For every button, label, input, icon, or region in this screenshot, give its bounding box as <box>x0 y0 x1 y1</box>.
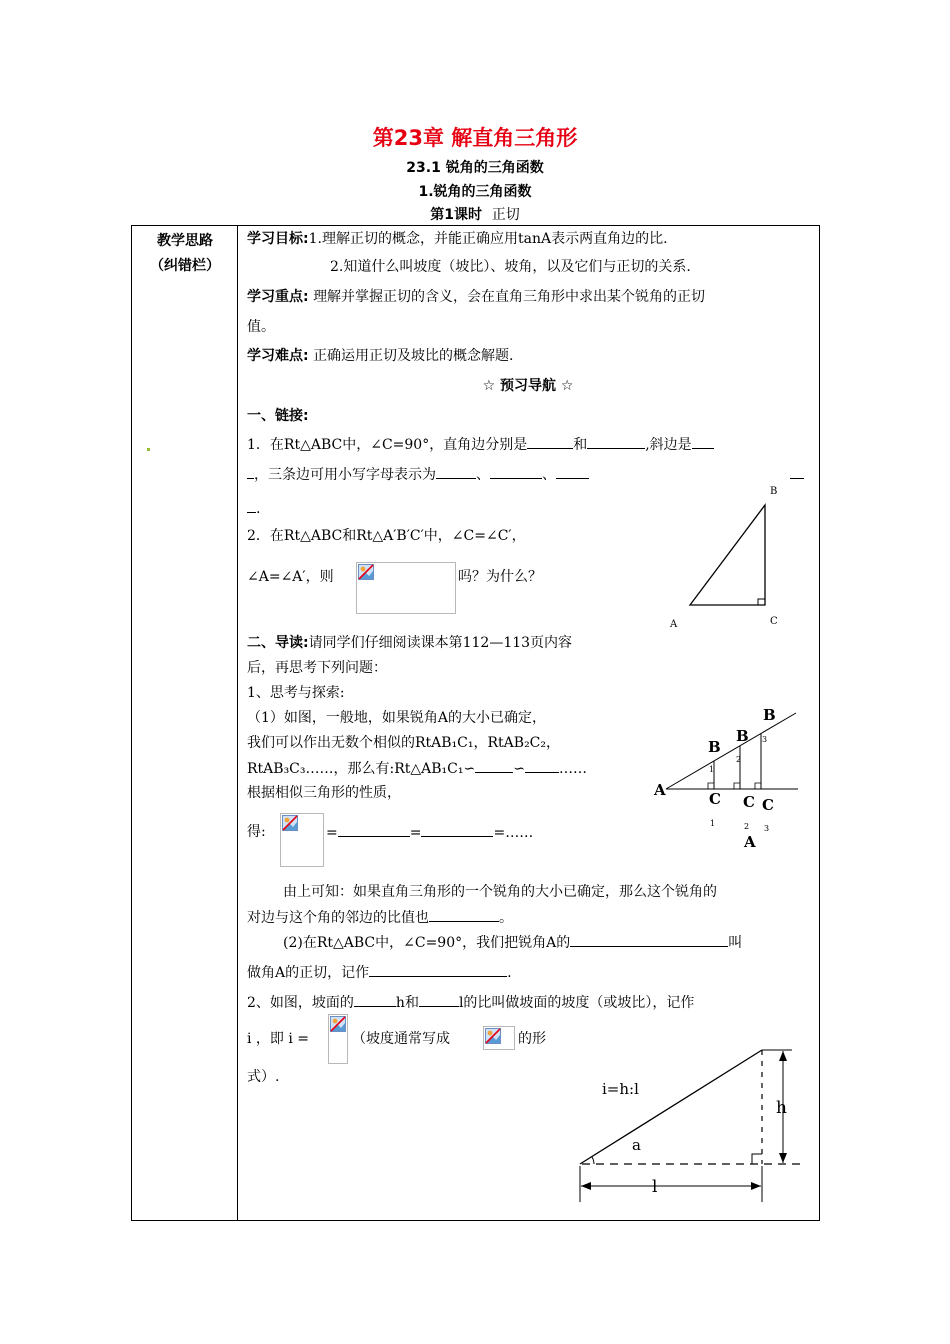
label-c3: C <box>762 796 774 814</box>
slope-line-2-a: i ，即 i = <box>247 1031 310 1047</box>
blank[interactable] <box>570 933 728 947</box>
blank[interactable] <box>421 823 493 837</box>
broken-image-icon <box>330 1016 346 1032</box>
key-point-line-1 <box>247 288 705 306</box>
lesson-number: 第1课时 <box>430 207 482 223</box>
p2-line-2 <box>247 963 512 982</box>
ratio-equation <box>326 823 533 842</box>
blank[interactable] <box>527 435 573 449</box>
slope-text-c: l的比叫做坡面的坡度（或坡比），记作 <box>458 995 695 1011</box>
slope-line-2-c: 的形 <box>518 1031 546 1047</box>
p1-line-5-a: 得: <box>247 824 266 840</box>
p1-similar: ∽ <box>513 761 525 777</box>
part2-line-1 <box>247 634 572 652</box>
p2-text-b: 叫 <box>728 935 743 951</box>
label-b1: B <box>708 738 721 756</box>
p2-text-a: (2)在Rt△ABC中，∠C=90°，我们把锐角A的 <box>283 935 571 951</box>
key-point-text: 理解并掌握正切的含义，会在直角三角形中求出某个锐角的正切 <box>313 289 706 305</box>
right-angle-mark <box>752 1154 762 1164</box>
p1-line-2: 我们可以作出无数个相似的RtAB₁C₁，RtAB₂C₂， <box>247 735 561 751</box>
blank[interactable] <box>556 465 589 479</box>
broken-image-icon <box>485 1028 501 1044</box>
slope-line-1 <box>247 993 694 1012</box>
q1-line-1 <box>247 435 714 454</box>
lesson-title <box>0 204 950 224</box>
p1-text-a: RtAB₃C₃……，那么有:Rt△AB₁C₁∽ <box>247 761 476 777</box>
blank[interactable] <box>369 963 507 977</box>
p2-line-1 <box>283 933 742 952</box>
angle-arc <box>592 1157 594 1164</box>
sidebar-label-2: （纠错栏） <box>150 258 220 274</box>
length-label: l <box>652 1177 658 1197</box>
q1-text-a: 1．在Rt△ABC中，∠C=90°，直角边分别是 <box>247 437 528 453</box>
q1-text-b: ,斜边是 <box>645 437 692 453</box>
difficulty-label: 学习难点: <box>247 348 309 364</box>
p1-line-4: 根据相似三角形的性质， <box>247 785 401 801</box>
blank[interactable] <box>429 908 499 922</box>
p1-line-1: （1）如图，一般地，如果锐角A的大小已确定， <box>247 710 547 726</box>
sidebar-label-1: 教学思路 <box>157 233 213 249</box>
p1-line-3 <box>247 759 587 778</box>
equals-ellipsis: =…… <box>493 825 534 841</box>
arrow-up <box>779 1051 787 1061</box>
label-n2: 2 <box>736 755 742 764</box>
marker-dot <box>147 448 150 451</box>
arrow-right <box>751 1182 761 1190</box>
goals-line-1 <box>247 230 668 248</box>
p2-text-c: 做角A的正切，记作 <box>247 965 370 981</box>
q1-text-c: ，三条边可用小写字母表示为 <box>254 467 436 483</box>
q2-line-1: 2．在Rt△ABC和Rt△A′B′C′中，∠C=∠C′， <box>247 528 526 544</box>
section-title: 23.1 锐角的三角函数 <box>406 160 544 176</box>
triangle-abc <box>690 505 765 605</box>
slope-figure <box>570 1040 810 1205</box>
goals-item-2: 2.知道什么叫坡度（坡比）、坡角，以及它们与正切的关系. <box>330 259 691 275</box>
subsection-title: 1.锐角的三角函数 <box>418 184 532 200</box>
q1-line-2 <box>247 465 589 484</box>
label-a-bottom: A <box>744 833 756 851</box>
equals: = <box>326 825 338 841</box>
slope-line <box>580 1050 762 1164</box>
blank[interactable] <box>790 478 804 479</box>
p2-text-d: . <box>507 965 512 981</box>
difficulty-text: 正确运用正切及坡比的概念解题. <box>313 348 514 364</box>
hypotenuse-line <box>666 713 796 789</box>
broken-image-icon <box>282 815 298 831</box>
label-n3: 3 <box>762 735 768 744</box>
conclusion-text: 对边与这个角的邻边的比值也 <box>247 910 429 926</box>
broken-image-icon <box>358 564 374 580</box>
goals-label: 学习目标: <box>247 231 309 247</box>
slope-line-3: 式）. <box>247 1069 280 1085</box>
label-c1-sub: 1 <box>710 819 716 828</box>
arrow-left <box>581 1182 591 1190</box>
blank[interactable] <box>419 993 459 1007</box>
image-placeholder <box>356 562 456 614</box>
slope-line-2-b: （坡度通常写成 <box>352 1031 450 1047</box>
q2-line-2-b: 吗？为什么？ <box>458 569 542 585</box>
label-n1: 1 <box>709 765 715 774</box>
blank[interactable] <box>247 499 256 513</box>
table-divider <box>237 225 238 1221</box>
goals-item-1: 1.理解正切的概念，并能正确应用tanA表示两直角边的比. <box>308 231 668 247</box>
part2-heading: 二、导读: <box>247 635 309 651</box>
image-placeholder <box>483 1026 515 1050</box>
conclusion-line-1: 由上可知：如果直角三角形的一个锐角的大小已确定，那么这个锐角的 <box>283 884 717 900</box>
label-a: A <box>654 781 666 799</box>
right-angle-mark <box>755 783 761 789</box>
conclusion-line-2 <box>247 908 513 927</box>
label-b: B <box>763 706 776 724</box>
image-placeholder <box>280 813 324 867</box>
label-c2-sub: 2 <box>744 822 750 831</box>
vertex-b: B <box>770 486 778 497</box>
blank[interactable] <box>490 465 542 479</box>
blank[interactable] <box>354 993 396 1007</box>
vertex-a: A <box>670 619 678 630</box>
q1-line-3 <box>247 499 260 518</box>
q2-line-2-a: ∠A=∠A′，则 <box>247 569 334 585</box>
difficulty-line <box>247 347 514 365</box>
conclusion-end: 。 <box>499 910 513 926</box>
triangle-figure <box>660 478 790 633</box>
image-placeholder <box>328 1014 348 1064</box>
q1-sep: 、 <box>476 467 490 483</box>
vertex-c: C <box>770 616 778 627</box>
label-b2: B <box>736 727 749 745</box>
label-c1: C <box>709 790 721 808</box>
blank[interactable] <box>587 435 645 449</box>
key-point-line-2: 值。 <box>247 319 275 335</box>
label-c3-sub: 3 <box>764 824 770 833</box>
right-angle-mark <box>758 599 765 605</box>
q1-end: . <box>256 501 261 517</box>
height-label: h <box>776 1098 787 1118</box>
explore-heading: 1、思考与探索: <box>247 685 345 701</box>
blank[interactable] <box>247 465 254 479</box>
equals: = <box>409 825 422 841</box>
p1-ellipsis: …… <box>558 761 587 777</box>
similar-triangles-figure <box>650 700 810 855</box>
part1-heading: 一、链接: <box>247 408 309 424</box>
chapter-title: 第23章 解直角三角形 <box>372 126 578 150</box>
arrow-down <box>779 1153 787 1163</box>
right-angle-mark <box>734 783 740 789</box>
q1-sep: 、 <box>542 467 556 483</box>
part2-intro-1: 请同学们仔细阅读课本第112—113页内容 <box>308 635 573 651</box>
slope-text-a: 2、如图，坡面的 <box>247 995 354 1011</box>
preview-title: ☆ 预习导航 ☆ <box>482 378 574 394</box>
lesson-topic: 正切 <box>491 207 520 223</box>
blank[interactable] <box>475 759 513 773</box>
slope-ratio-label: i=h:l <box>602 1080 639 1098</box>
right-angle-mark <box>708 783 714 789</box>
blank[interactable] <box>338 823 410 837</box>
blank[interactable] <box>525 759 559 773</box>
blank[interactable] <box>436 465 476 479</box>
key-point-label: 学习重点: <box>247 289 309 305</box>
blank[interactable] <box>692 435 714 449</box>
angle-label: a <box>632 1136 641 1154</box>
part2-intro-2: 后，再思考下列问题： <box>247 660 387 676</box>
label-c2: C <box>743 793 755 811</box>
q1-and: 和 <box>573 437 588 453</box>
slope-text-b: h和 <box>395 995 419 1011</box>
